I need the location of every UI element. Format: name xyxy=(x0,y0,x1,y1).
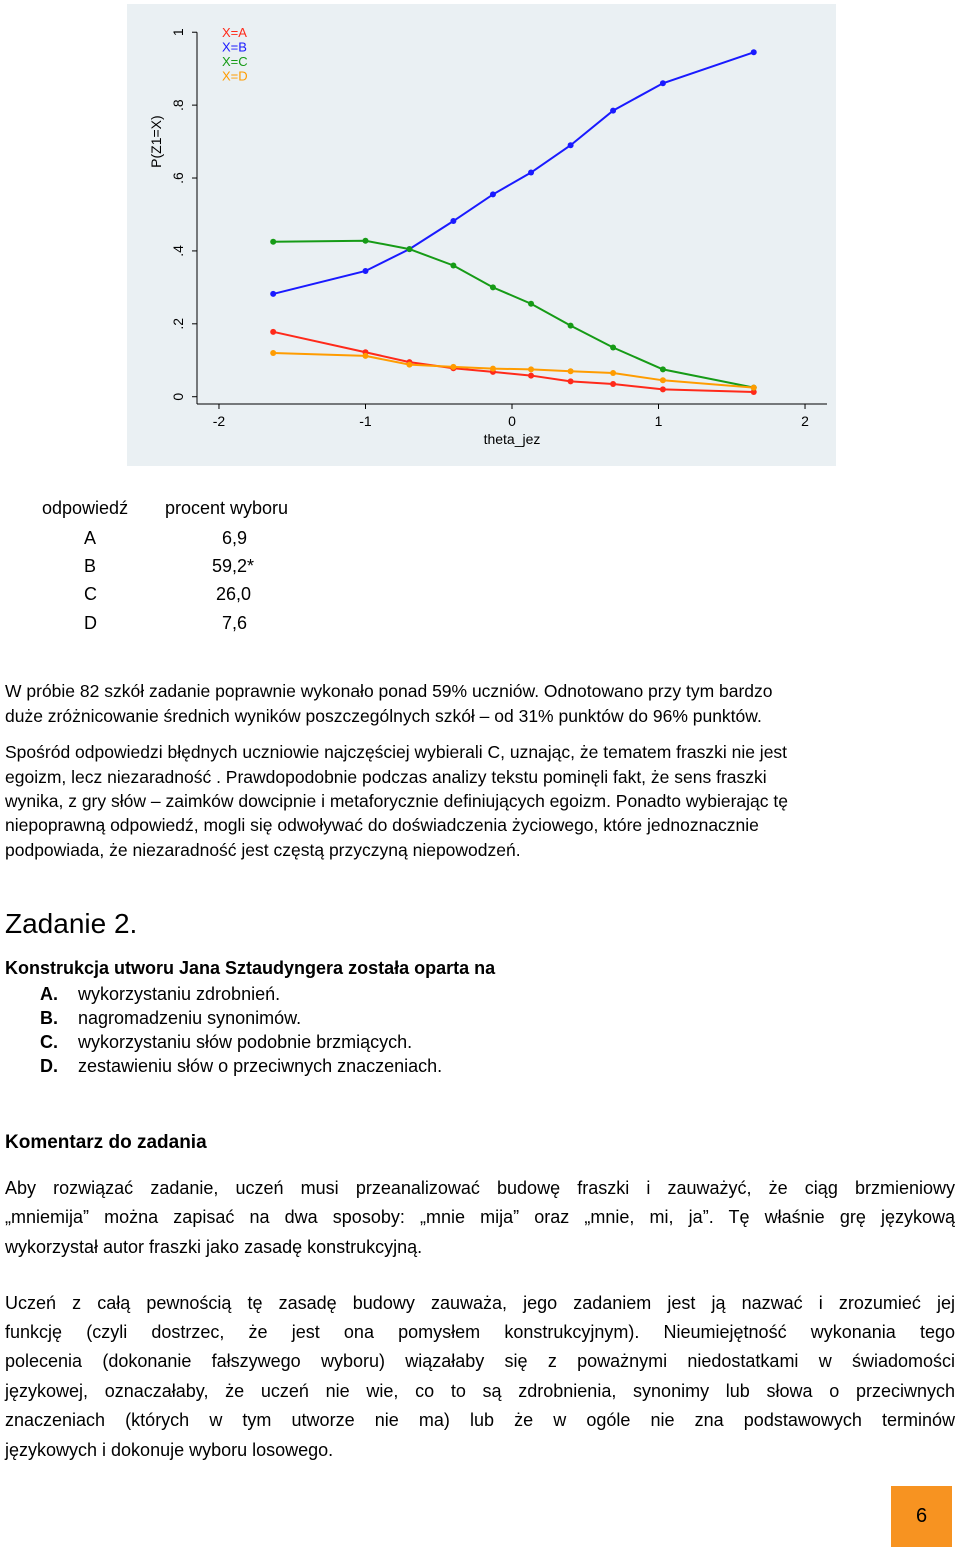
table-cell-percent: 7,6 xyxy=(222,613,248,633)
series-line xyxy=(273,241,754,388)
table-cell-answer: C xyxy=(84,584,97,604)
data-point xyxy=(660,366,666,372)
comment-line: polecenia (dokonanie fałszywego wyboru) wiązałaby się z poważnymi niedostatkami w świadomości xyxy=(5,1351,955,1371)
data-point xyxy=(528,301,534,307)
x-tick-label: 1 xyxy=(654,413,663,429)
data-point xyxy=(450,218,456,224)
comment-heading: Komentarz do zadania xyxy=(5,1132,207,1153)
comment-line: funkcję (czyli dostrzec, że jest ona pomysłem konstrukcyjnym). Nieumiejętność wykonania tego xyxy=(5,1322,955,1342)
task-question: Konstrukcja utworu Jana Sztaudyngera została oparta na xyxy=(5,958,496,978)
option-text: wykorzystaniu zdrobnień. xyxy=(78,984,281,1004)
data-point xyxy=(751,49,757,55)
data-point xyxy=(450,364,456,370)
data-point xyxy=(270,291,276,297)
paragraph-line: wynika, z gry słów – zaimków dowcipnie i metaforycznie definiujących egoizm. Ponadto wybierając tę xyxy=(5,791,788,811)
option-letter: C. xyxy=(40,1032,58,1052)
x-tick-label: -2 xyxy=(212,413,226,429)
table-cell-answer: B xyxy=(84,556,97,576)
y-tick-label: 0 xyxy=(170,392,186,401)
data-point xyxy=(610,108,616,114)
legend-item: X=C xyxy=(222,54,248,69)
answer-option xyxy=(40,984,280,1005)
data-point xyxy=(528,170,534,176)
table-cell-percent: 26,0 xyxy=(216,584,252,604)
option-text: nagromadzeniu synonimów. xyxy=(78,1008,302,1028)
data-point xyxy=(610,345,616,351)
series-line xyxy=(273,332,754,392)
answer-option xyxy=(40,1056,442,1077)
data-point xyxy=(406,246,412,252)
series-line xyxy=(273,353,754,388)
legend-item: X=D xyxy=(222,68,248,84)
paragraph-line: podpowiada, że niezaradność jest częstą przyczyną niepowodzeń. xyxy=(5,840,521,860)
data-point xyxy=(751,385,757,391)
x-axis-title: theta_jez xyxy=(483,431,541,447)
paragraph-line: Spośród odpowiedzi błędnych uczniowie najczęściej wybierali C, uznając, że tematem fraszki nie jest xyxy=(5,742,788,762)
table-cell-percent: 6,9 xyxy=(222,528,248,548)
table-cell-percent: 59,2* xyxy=(212,556,255,576)
comment-line: wykorzystał autor fraszki jako zasadę konstrukcyjną. xyxy=(5,1237,423,1257)
legend-item: X=A xyxy=(222,25,247,40)
data-point xyxy=(270,329,276,335)
y-tick-label: .6 xyxy=(170,172,186,184)
legend-item: X=B xyxy=(222,39,247,55)
x-tick-label: 0 xyxy=(508,413,516,429)
data-point xyxy=(568,323,574,329)
data-point xyxy=(362,268,368,274)
data-point xyxy=(362,238,368,244)
option-letter: B. xyxy=(40,1008,58,1028)
data-point xyxy=(270,239,276,245)
option-letter: D. xyxy=(40,1056,58,1076)
data-point xyxy=(450,262,456,268)
comment-line: językowych i dokonuje wyboru losowego. xyxy=(5,1440,334,1460)
x-tick-label: -1 xyxy=(359,413,372,429)
series-line xyxy=(273,52,754,294)
table-cell-answer: D xyxy=(84,613,97,633)
y-axis-title: P(Z1=X) xyxy=(148,115,164,168)
comment-line: Aby rozwiązać zadanie, uczeń musi przeanalizować budowę fraszki i zauważyć, że ciąg brzmieniowy xyxy=(5,1178,955,1198)
option-letter: A. xyxy=(40,984,58,1004)
data-point xyxy=(270,350,276,356)
chart-svg xyxy=(127,4,836,466)
data-point xyxy=(528,373,534,379)
task-title: Zadanie 2. xyxy=(5,908,138,939)
comment-line: „mniemija” można zapisać na dwa sposoby: „mnie mija” oraz „mnie, mi, ja”. Tę właśnie grę językową xyxy=(5,1207,955,1227)
chart xyxy=(127,4,836,466)
data-point xyxy=(610,370,616,376)
data-point xyxy=(490,284,496,290)
data-point xyxy=(568,378,574,384)
data-point xyxy=(660,386,666,392)
paragraph-line: W próbie 82 szkół zadanie poprawnie wykonało ponad 59% uczniów. Odnotowano przy tym bardzo xyxy=(5,681,773,701)
table-header-percent: procent wyboru xyxy=(165,498,289,518)
comment-line: znaczeniach (których w tym utworze nie ma) lub że w ogóle nie zna podstawowych terminów xyxy=(5,1410,955,1430)
paragraph-line: niepoprawną odpowiedź, mogli się odwoływać do doświadczenia życiowego, które jednoznacznie xyxy=(5,815,759,835)
data-point xyxy=(490,191,496,197)
page-number: 6 xyxy=(891,1486,952,1547)
data-point xyxy=(528,366,534,372)
answer-option xyxy=(40,1008,301,1029)
data-point xyxy=(610,381,616,387)
table-cell-answer: A xyxy=(84,528,97,548)
paragraph-line: egoizm, lecz niezaradność . Prawdopodobnie podczas analizy tekstu pominęli fakt, że sens fraszki xyxy=(5,767,767,787)
answer-option xyxy=(40,1032,412,1053)
data-point xyxy=(362,353,368,359)
data-point xyxy=(568,142,574,148)
data-point xyxy=(406,362,412,368)
comment-line: Uczeń z całą pewnością tę zasadę budowy zauważa, jego zadaniem jest ją nazwać i zrozumieć jej xyxy=(5,1293,955,1313)
x-tick-label: 2 xyxy=(801,413,809,429)
data-point xyxy=(660,80,666,86)
paragraph-line: duże zróżnicowanie średnich wyników poszczególnych szkół – od 31% punktów do 96% punktów. xyxy=(5,706,762,726)
option-text: zestawieniu słów o przeciwnych znaczeniach. xyxy=(78,1056,443,1076)
comment-line: językowej, oznaczałaby, że uczeń nie wie, co to są zdrobnienia, synonimy lub słowa o przeciwnych xyxy=(5,1381,955,1401)
y-tick-label: .4 xyxy=(170,245,186,257)
y-tick-label: .2 xyxy=(170,317,186,330)
option-text: wykorzystaniu słów podobnie brzmiących. xyxy=(78,1032,413,1052)
table-header-answer: odpowiedź xyxy=(42,498,129,518)
y-tick-label: 1 xyxy=(170,28,186,37)
data-point xyxy=(568,368,574,374)
data-point xyxy=(660,377,666,383)
y-tick-label: .8 xyxy=(170,99,186,111)
data-point xyxy=(490,366,496,372)
